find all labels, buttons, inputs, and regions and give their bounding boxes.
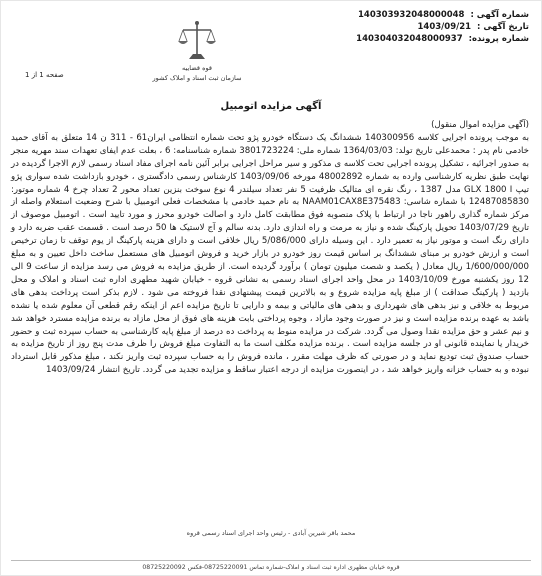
case-number-row bbox=[339, 33, 529, 45]
case-number-value: 140304032048000937 bbox=[356, 34, 463, 44]
document-body bbox=[11, 119, 529, 377]
ad-date-value: 1403/09/21 bbox=[417, 22, 472, 32]
org-line-2: سازمان ثبت اسناد و املاک کشور bbox=[152, 74, 242, 82]
ad-date-row bbox=[339, 21, 529, 33]
page-number: صفحه 1 از 1 bbox=[25, 71, 64, 79]
body-subtitle: (آگهی مزایده اموال منقول) bbox=[431, 120, 529, 130]
org-line-1: قوه قضاییه bbox=[182, 64, 212, 72]
ad-date-label: تاریخ آگهی : bbox=[477, 22, 529, 32]
ad-number-label: شماره آگهی : bbox=[470, 10, 529, 20]
footer-contact: قروه خیابان مطهری اداره ثبت اسناد و املاک-شماره تماس 08725220091-فکس 08725220092 bbox=[11, 560, 531, 571]
org-caption bbox=[151, 63, 243, 83]
header-meta bbox=[339, 9, 529, 45]
case-number-label: شماره پرونده: bbox=[468, 34, 529, 44]
ad-number-value: 140303932048000048 bbox=[358, 10, 465, 20]
body-paragraph: به موجب پرونده اجرایی کلاسه 140300956 ششدانگ یک دستگاه خودرو پژو تحت شماره انتظامی ایران61 - 311 ن 14 متعلق به آقای حمید خادمی نام پدر : محمدعلی تاریخ تولد: 1364/03/03 شماره ملی: 3801723224 شماره شناسنامه: 6 ، بعلت عدم ایفای تعهدات سند مهریه منجر به صدور اجرائیه ، تشکیل پرونده اجرایی تحت کلاسه ی مذکور و سیر مراحل اجرایی برابر آئین نامه اجرای مفاد اسناد رسمی لازم الاجرا گردیده در نهایت طبق نظریه کارشناسی وارده به شماره 48002892 مورخه 1403/09/06 کارشناس رسمی دادگستری ، خودرو بازداشت شده سواری پژو تیپ GLX 1800 I مدل 1387 ، رنگ نقره ای متالیک ظرفیت 5 نفر تعداد سیلندر 4 نوع سوخت بنزین تعداد محور 2 تعداد چرخ 4 شماره موتور: 12487085830 با شماره شاسی: NAAM01CAX8E375483 به نام حمید خادمی با مشخصات فعلی اتومبیل با شرح وضعیت استعلام واصله از مرکز شماره گذاری راهور ناجا در ارتباط با پلاک منصوبه فوق مطابقت کامل دارد و اصالت خودرو محرز و مورد تایید است . اتومبیل موصوف از تاریخ 1403/07/29 تحویل پارکینگ شده و نیاز به مرمت و راه اندازی دارد. بدنه سالم و آج لاستیک ها 50 درصد است . قسمت عقب ضربه دارد و دارای رنگ است و موتور نیاز به تعمیر دارد . این وسیله دارای 5/086/000 ریال خلافی است و دارای هزینه پارکینگ از یوم توقف تا زمان ترخیص است و ارزش خودرو بر مبنای ششدانگ بر اساس قیمت روز خودرو در بازار خرید و فروش اتومبیل های مستعمل ساخت داخل تعیین و به مبلغ 1/600/000/000 ریال معادل ( یکصد و شصت میلیون تومان ) برآورد گردیده است. از طریق مزایده به فروش می رسد مزایده از ساعت 9 الی 12 روز یکشنبه مورخ 1403/10/09 در محل واحد اجرای اسناد رسمی به نشانی قروه - خیابان شهید مطهری اداره ثبت اسناد و املاک و محل بازدید ( پارکینگ صداقت ) از مبلغ پایه مزایده شروع و به بالاترین قیمت پیشنهادی نقدا فروخته می شود . لازم بذکر است پرداخت بدهی های مربوط به خلافی و نیز بدهی های شهرداری و بدهی های مالیاتی و بیمه و دارایی تا تاریخ مزایده اعم از اینکه رقم قطعی آن معلوم شده یا نشده باشد به عهده برنده مزایده است و نیز در صورت وجود مازاد ، وجوه پرداختی بابت هزینه های فوق از محل مازاد به برنده مزایده مسترد خواهد شد و نیم عشر و حق مزایده نقدا وصول می گردد. شرکت در مزایده منوط به پرداخت ده درصد از مبلغ پایه کارشناسی به حساب سپرده ثبت و حضور خریدار یا نماینده قانونی او در جلسه مزایده است . برنده مزایده مکلف است ما به التفاوت مبلغ فروش را ظرف مدت پنج روز از تاریخ مزایده به حساب صندوق ثبت تودیع نماید و در صورتی که ظرف مهلت مقرر ، مانده فروش را به حساب سپرده ثبت واریز نکند ، مبلغ مذکور قابل استرداد نبوده و به حساب خزانه واریز خواهد شد ، در اینصورت مزایده از درجه اعتبار ساقط و مزایده تجدید می گردد. تاریخ انتشار 1403/09/24 bbox=[11, 132, 530, 376]
document-title: آگهی مزایده اتومبیل bbox=[220, 101, 322, 112]
signature: محمد باقر شیرین آبادی - رئیس واحد اجرای اسناد رسمی قروه bbox=[186, 529, 356, 537]
judiciary-emblem-icon bbox=[177, 19, 217, 65]
ad-number-row bbox=[339, 9, 529, 21]
